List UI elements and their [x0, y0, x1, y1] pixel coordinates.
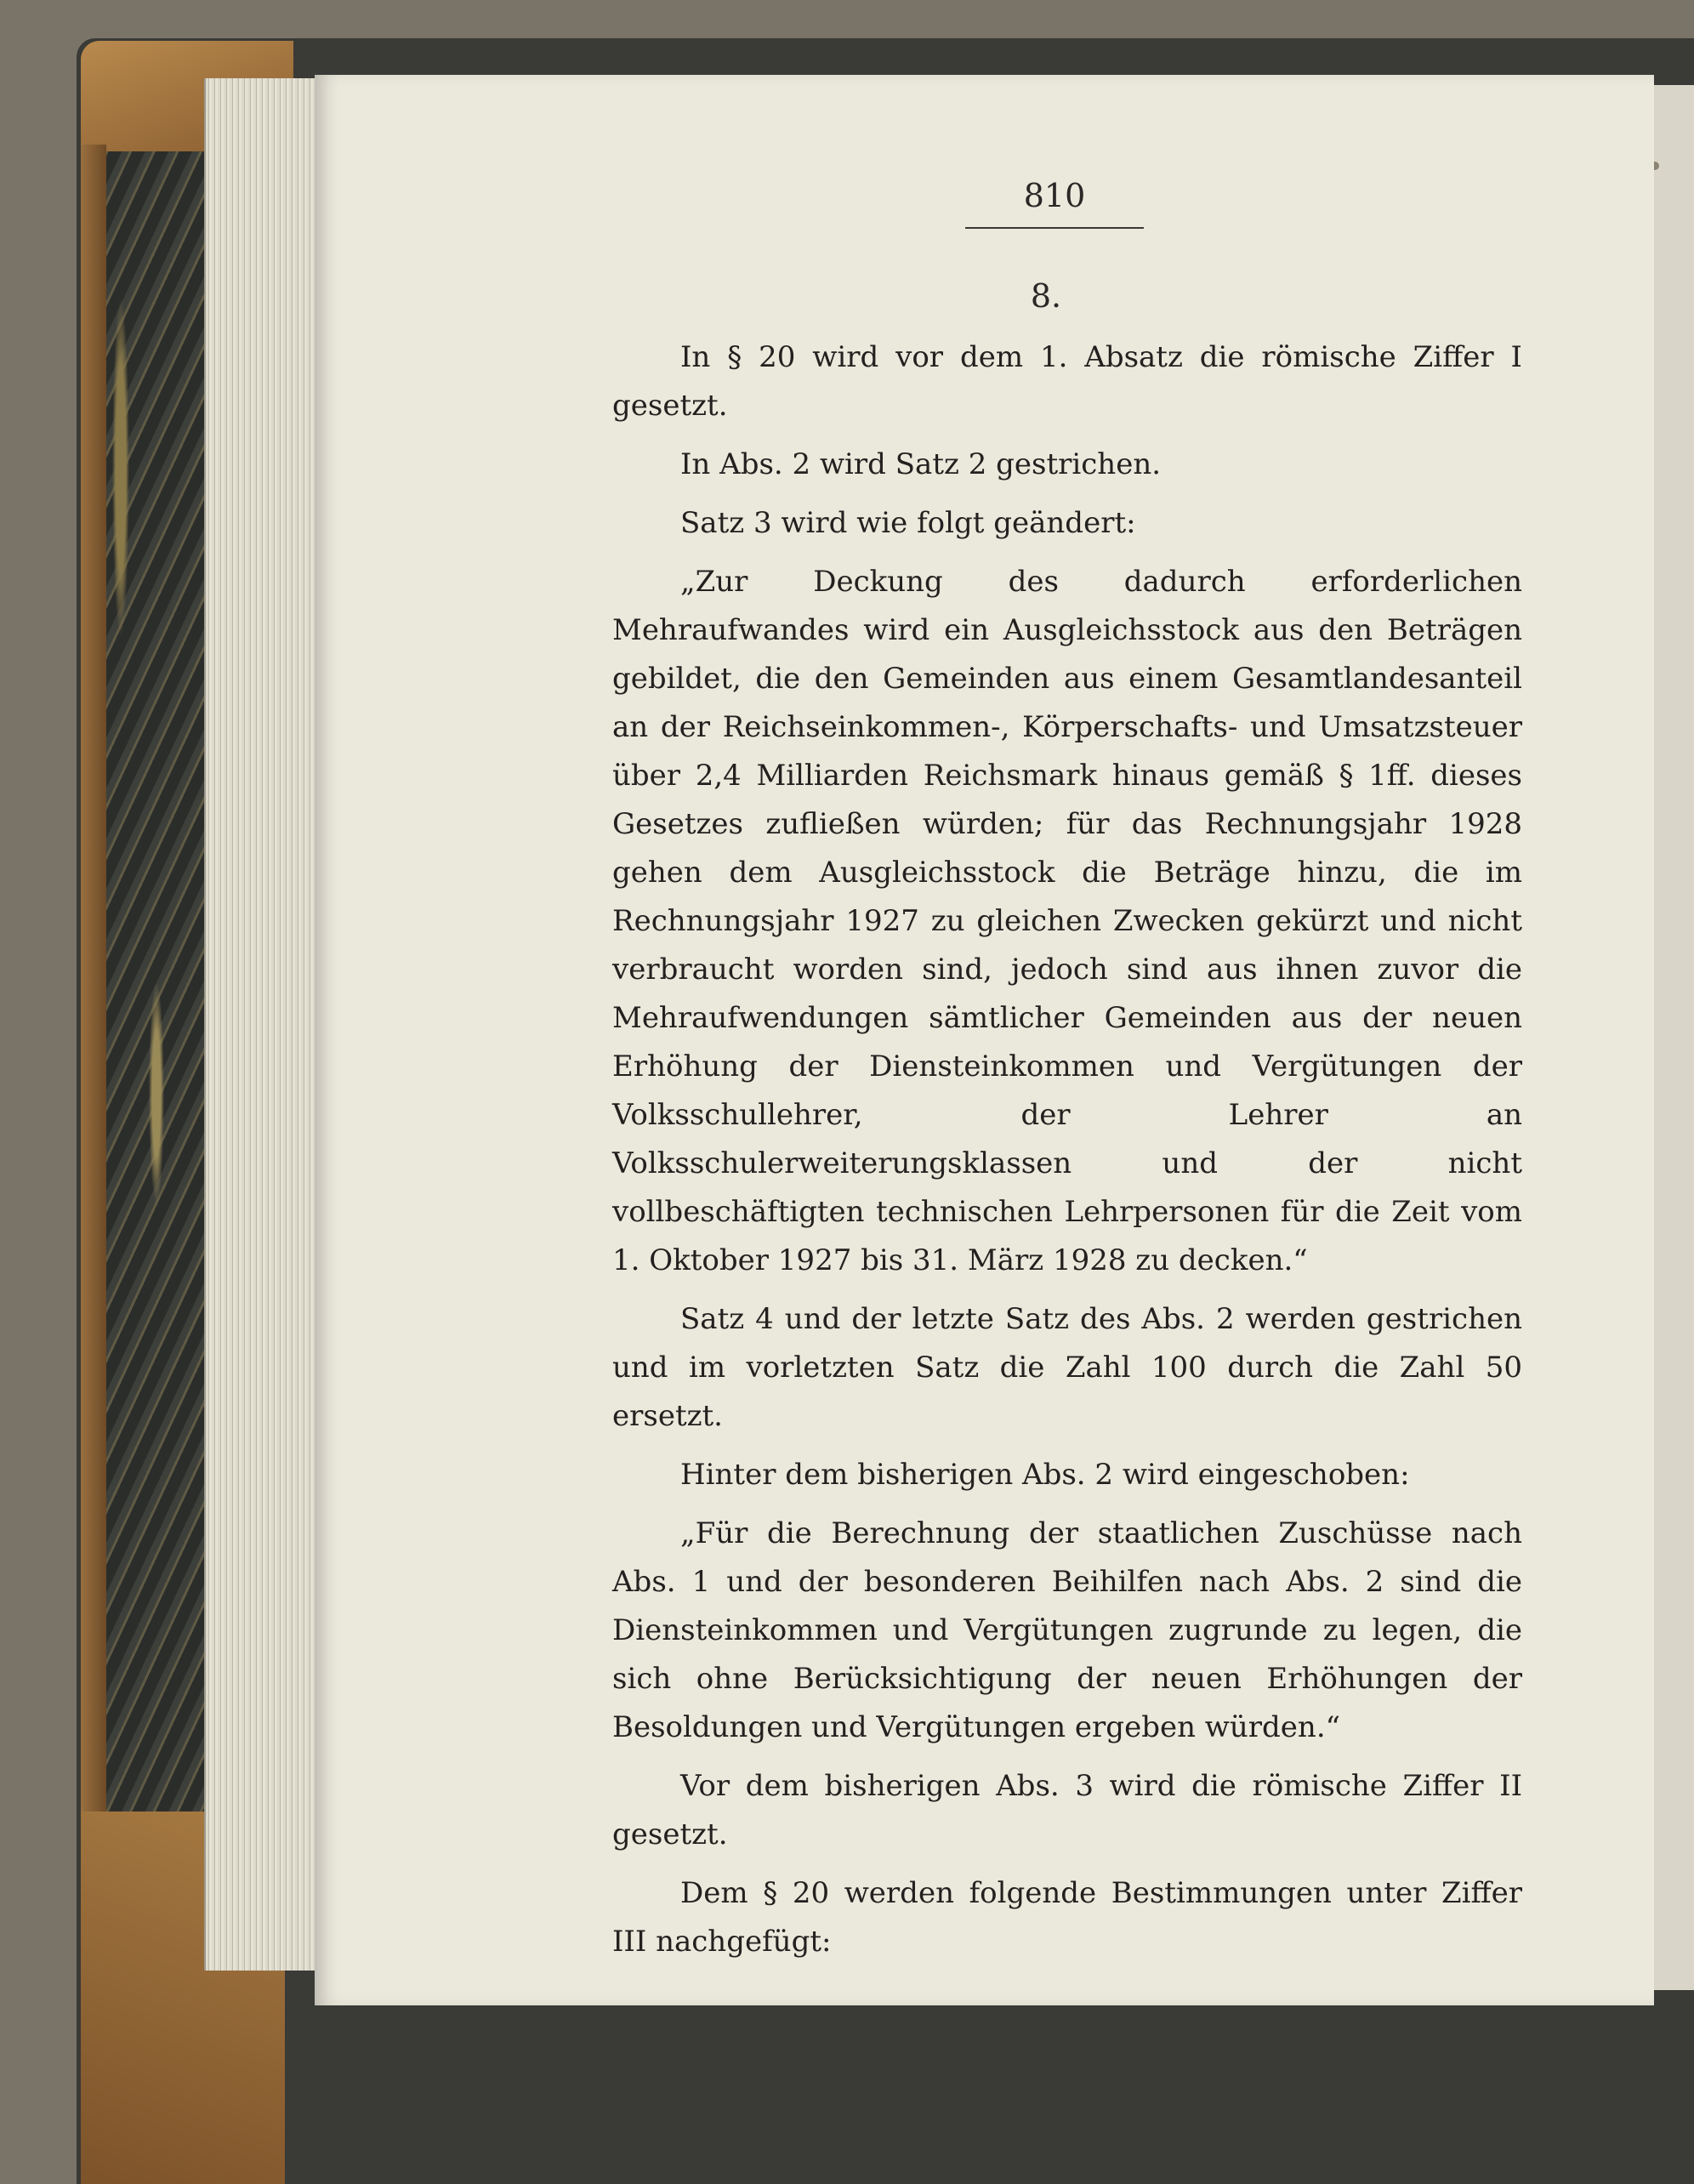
paragraph: Satz 3 wird wie folgt geändert: [680, 506, 1136, 540]
paragraph: In Abs. 2 wird Satz 2 gestrichen. [680, 447, 1162, 481]
page-number: 810 [1023, 177, 1086, 214]
quoted-paragraph: „Zur Deckung des dadurch erforderlichen Mehraufwandes wird ein Ausgleichsstock aus den Beträgen gebildet, die den Gemeinden aus einem Gesamtlandesanteil an der Reichseinkommen-, Körperschafts- und Umsatzsteuer über 2,4 Milliarden Reichsmark hinaus gemäß § 1ff. dieses Gesetzes zufließen würden; für das Rechnungsjahr 1928 gehen dem Ausgleichsstock die Beträge hinzu, die im Rechnungsjahr 1927 zu gleichen Zwecken gekürzt und nicht verbraucht worden sind, jedoch sind aus ihnen zuvor die Mehraufwendungen sämtlicher Gemeinden aus der neuen Erhöhung der Diensteinkommen und Vergütungen der Volksschullehrer, der Lehrer an Volksschulerweiterungsklassen und der nicht vollbeschäftigten technischen Lehrpersonen für die Zeit vom 1. Oktober 1927 bis 31. März 1928 zu decken.“ [612, 565, 1522, 1277]
paragraph: In § 20 wird vor dem 1. Absatz die römische Ziffer I gesetzt. [612, 340, 1522, 423]
paragraph: Vor dem bisherigen Abs. 3 wird die römische Ziffer II gesetzt. [612, 1769, 1522, 1851]
quoted-paragraph: „Für die Berechnung der staatlichen Zuschüsse nach Abs. 1 und der besonderen Beihilfen nach Abs. 2 sind die Diensteinkommen und Vergütungen zugrunde zu legen, die sich ohne Berücksichtigung der neuen Erhöhungen der Besoldungen und Vergütungen ergeben würden.“ [612, 1516, 1522, 1744]
facing-page-edge [1650, 85, 1694, 1990]
paragraph: Dem § 20 werden folgende Bestimmungen unter Ziffer III nachgefügt: [612, 1876, 1522, 1959]
paragraph: Hinter dem bisherigen Abs. 2 wird eingeschoben: [680, 1458, 1410, 1492]
paragraph: Satz 4 und der letzte Satz des Abs. 2 werden gestrichen und im vorletzten Satz die Zahl 100 durch die Zahl 50 ersetzt. [612, 1302, 1522, 1433]
page-edges-stack [204, 78, 325, 1971]
header-rule [965, 227, 1144, 229]
leather-spine-strip [81, 145, 106, 1811]
body-text [612, 333, 1522, 1976]
section-number: 8. [1030, 277, 1062, 315]
